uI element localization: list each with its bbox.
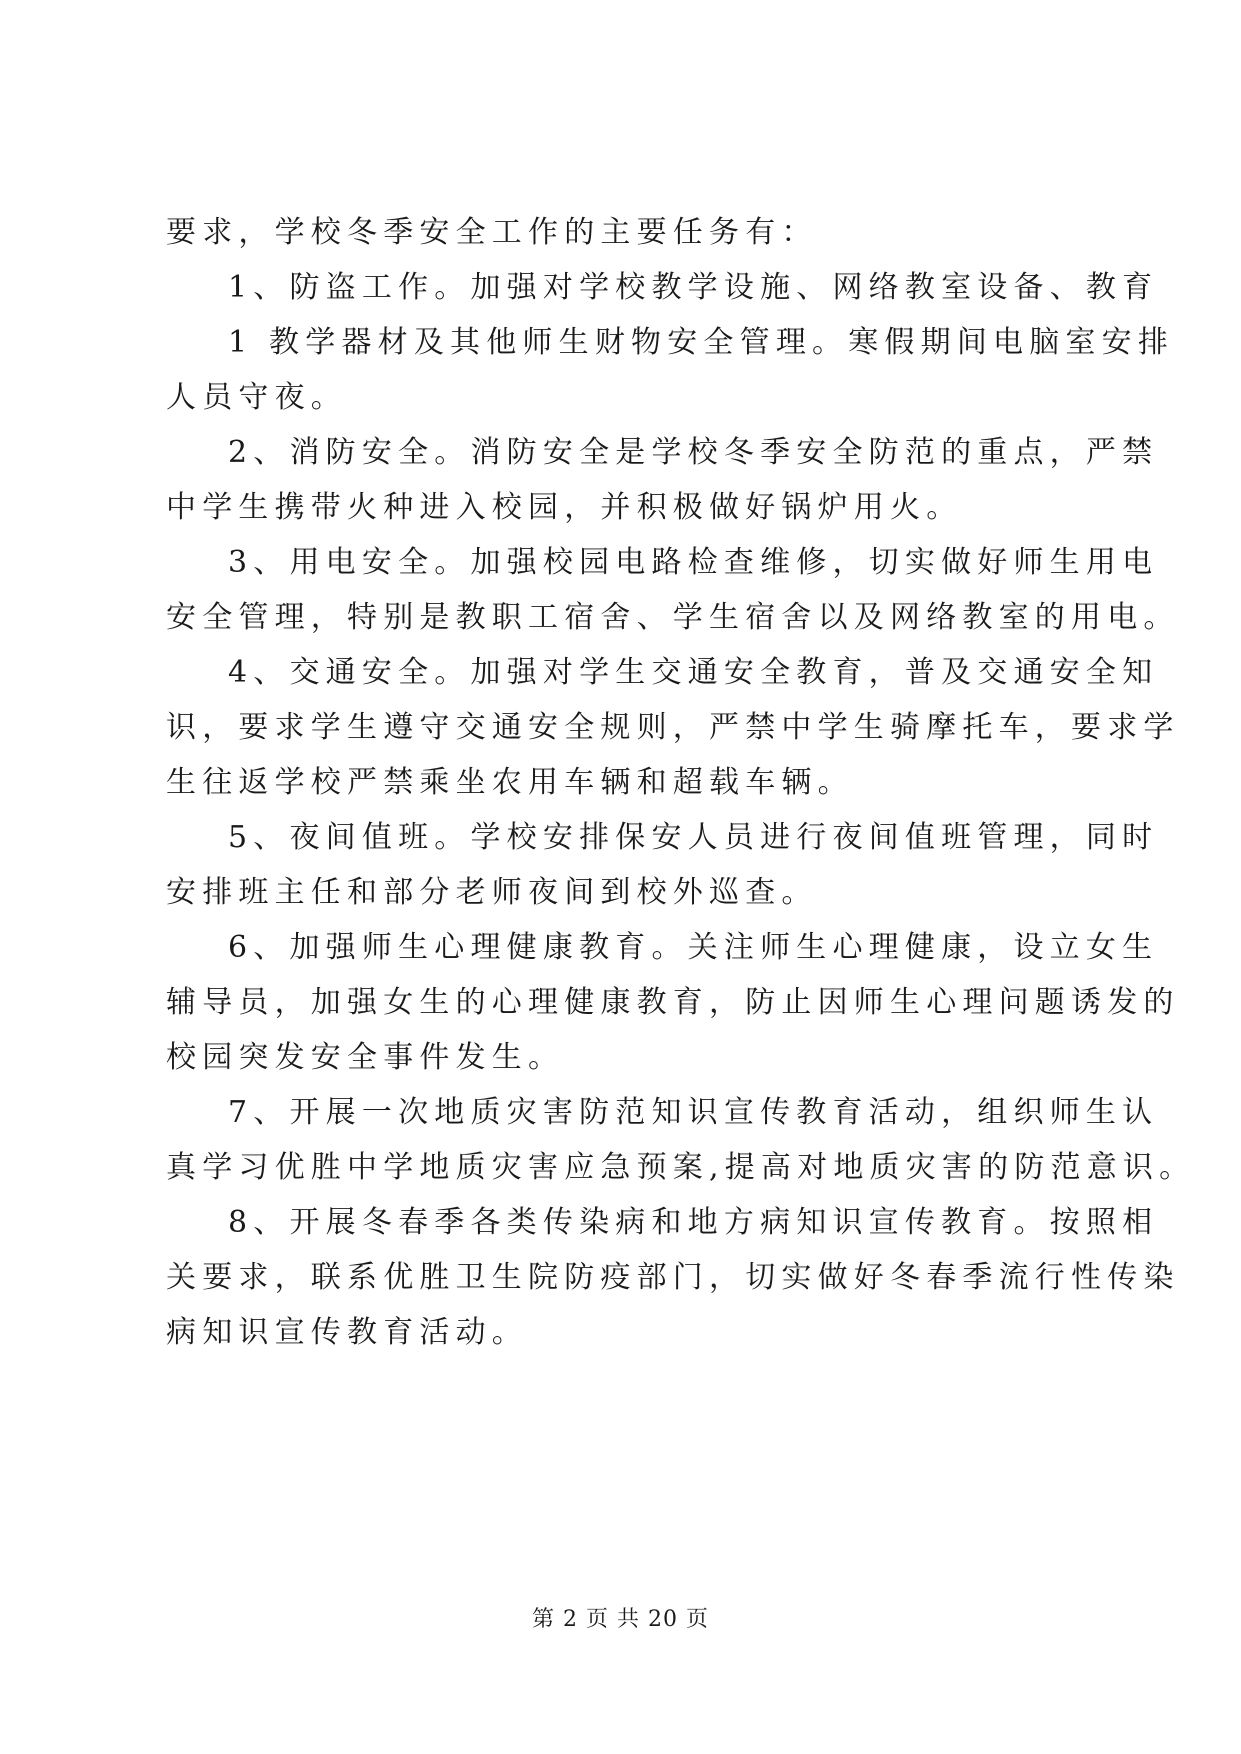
text-line: 人员守夜。 (166, 380, 347, 415)
text-line: 真学习优胜中学地质灾害应急预案,提高对地质灾害的防范意识。 (166, 1150, 1196, 1185)
text-line: 5、夜间值班。学校安排保安人员进行夜间值班管理，同时 (228, 820, 1159, 855)
text-line: 校园突发安全事件发生。 (166, 1040, 565, 1075)
text-line: 关要求，联系优胜卫生院防疫部门，切实做好冬春季流行性传染 (166, 1260, 1180, 1295)
text-line: 要求，学校冬季安全工作的主要任务有： (166, 215, 818, 250)
text-line: 病知识宣传教育活动。 (166, 1315, 528, 1350)
text-line: 辅导员，加强女生的心理健康教育，防止因师生心理问题诱发的 (166, 985, 1180, 1020)
text-line: 安排班主任和部分老师夜间到校外巡查。 (166, 875, 818, 910)
page-number-footer: 第 2 页 共 20 页 (532, 1607, 709, 1632)
text-line: 4、交通安全。加强对学生交通安全教育，普及交通安全知 (228, 655, 1159, 690)
text-line: 2、消防安全。消防安全是学校冬季安全防范的重点，严禁 (228, 435, 1159, 470)
text-line: 中学生携带火种进入校园，并积极做好锅炉用火。 (166, 490, 963, 525)
text-line: 1 教学器材及其他师生财物安全管理。寒假期间电脑室安排 (228, 325, 1175, 360)
text-line: 识，要求学生遵守交通安全规则，严禁中学生骑摩托车，要求学 (166, 710, 1180, 745)
text-line: 安全管理，特别是教职工宿舍、学生宿舍以及网络教室的用电。 (166, 600, 1180, 635)
text-line: 7、开展一次地质灾害防范知识宣传教育活动，组织师生认 (228, 1095, 1159, 1130)
text-line: 3、用电安全。加强校园电路检查维修，切实做好师生用电 (228, 545, 1159, 580)
text-line: 8、开展冬春季各类传染病和地方病知识宣传教育。按照相 (228, 1205, 1159, 1240)
text-line: 6、加强师生心理健康教育。关注师生心理健康，设立女生 (228, 930, 1159, 965)
text-line: 1、防盗工作。加强对学校教学设施、网络教室设备、教育 (228, 270, 1159, 305)
text-line: 生往返学校严禁乘坐农用车辆和超载车辆。 (166, 765, 854, 800)
